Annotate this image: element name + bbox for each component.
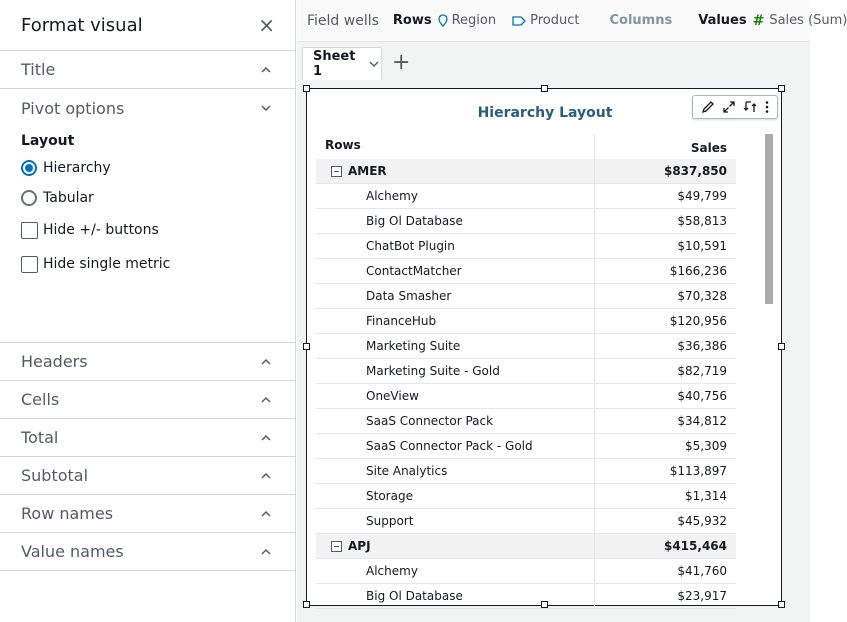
canvas-area bbox=[297, 0, 847, 622]
section-title-label: Title bbox=[21, 60, 56, 79]
chevron-up-icon bbox=[258, 468, 274, 484]
row-name: Storage bbox=[366, 489, 413, 503]
collapse-icon[interactable] bbox=[331, 541, 342, 552]
row-value: $120,956 bbox=[594, 309, 735, 333]
checkbox-hide-metric-label: Hide single metric bbox=[43, 256, 171, 272]
pencil-icon[interactable] bbox=[701, 100, 715, 114]
table-row bbox=[316, 359, 736, 384]
field-chip-sales[interactable] bbox=[753, 13, 847, 29]
section-subtotal-label: Subtotal bbox=[21, 466, 89, 485]
row-name: ContactMatcher bbox=[366, 264, 462, 278]
radio-hierarchy-label: Hierarchy bbox=[43, 160, 111, 176]
section-row-names-label: Row names bbox=[21, 504, 114, 523]
section-total[interactable] bbox=[0, 419, 295, 457]
radio-tabular-label: Tabular bbox=[43, 190, 94, 206]
field-wells-bar[interactable] bbox=[297, 0, 847, 42]
row-name: SaaS Connector Pack - Gold bbox=[366, 439, 533, 453]
row-value: $10,591 bbox=[594, 234, 735, 258]
row-value: $166,236 bbox=[594, 259, 735, 283]
field-chip-product-label: Product bbox=[530, 13, 580, 28]
sheet-tabs bbox=[297, 42, 810, 80]
chevron-up-icon bbox=[258, 506, 274, 522]
chevron-up-icon bbox=[258, 354, 274, 370]
table-row bbox=[316, 384, 736, 409]
format-visual-panel bbox=[0, 0, 296, 622]
table-row bbox=[316, 334, 736, 359]
field-chip-region-label: Region bbox=[451, 13, 497, 28]
visual-title: Hierarchy Layout bbox=[477, 105, 613, 121]
panel-header bbox=[0, 0, 295, 51]
visual-toolbar bbox=[692, 95, 778, 119]
checkbox-hide-buttons-control[interactable] bbox=[21, 222, 38, 239]
section-headers-label: Headers bbox=[21, 352, 88, 371]
row-value: $40,756 bbox=[594, 384, 735, 408]
resize-handle[interactable] bbox=[303, 601, 310, 608]
section-subtotal[interactable] bbox=[0, 457, 295, 495]
field-chip-product[interactable] bbox=[512, 13, 579, 28]
collapse-icon[interactable] bbox=[331, 166, 342, 177]
resize-handle[interactable] bbox=[541, 85, 548, 92]
add-sheet-icon[interactable]: + bbox=[392, 50, 411, 75]
chevron-up-icon bbox=[258, 392, 274, 408]
header-sales[interactable]: Sales bbox=[594, 134, 735, 159]
table-row bbox=[316, 409, 736, 434]
row-value: $5,309 bbox=[594, 434, 735, 458]
tag-icon bbox=[512, 16, 526, 26]
table-row bbox=[316, 309, 736, 334]
row-value: $58,813 bbox=[594, 209, 735, 233]
row-value: $113,897 bbox=[594, 459, 735, 483]
table-row bbox=[316, 559, 736, 584]
table-header bbox=[316, 134, 736, 159]
table-row bbox=[316, 459, 736, 484]
panel-title: Format visual bbox=[21, 14, 143, 36]
tab-sheet-1-label: Sheet 1 bbox=[313, 49, 356, 79]
field-well-columns-key[interactable]: Columns bbox=[609, 13, 673, 28]
field-chip-region[interactable] bbox=[438, 13, 497, 28]
row-name: Data Smasher bbox=[366, 289, 452, 303]
chevron-up-icon bbox=[258, 430, 274, 446]
radio-hierarchy-control[interactable] bbox=[21, 160, 37, 176]
row-name: OneView bbox=[366, 389, 419, 403]
chevron-up-icon bbox=[258, 544, 274, 560]
group-name: AMER bbox=[348, 164, 387, 178]
field-well-values-key: Values bbox=[698, 13, 747, 28]
field-chip-sales-label: Sales (Sum) bbox=[769, 13, 847, 28]
pivot-options-body bbox=[0, 129, 295, 343]
more-options-icon[interactable] bbox=[764, 100, 770, 114]
group-name: APJ bbox=[348, 539, 371, 553]
chevron-up-icon bbox=[258, 62, 274, 78]
row-name: Marketing Suite bbox=[366, 339, 461, 353]
row-value: $41,760 bbox=[594, 559, 735, 583]
row-name: Marketing Suite - Gold bbox=[366, 364, 500, 378]
checkbox-hide-metric[interactable] bbox=[21, 247, 274, 281]
row-name: Alchemy bbox=[366, 189, 418, 203]
table-row bbox=[316, 434, 736, 459]
header-rows[interactable]: Rows bbox=[325, 138, 361, 152]
expand-icon[interactable] bbox=[722, 100, 736, 114]
row-name: Big Ol Database bbox=[366, 214, 463, 228]
row-value: $1,314 bbox=[594, 484, 735, 508]
resize-handle[interactable] bbox=[303, 343, 310, 350]
measure-icon: # bbox=[752, 12, 765, 29]
row-name: Support bbox=[366, 514, 414, 528]
field-well-rows-key: Rows bbox=[392, 13, 432, 28]
dimension-icon bbox=[438, 14, 448, 27]
row-value: $82,719 bbox=[594, 359, 735, 383]
row-name: SaaS Connector Pack bbox=[366, 414, 494, 428]
section-total-label: Total bbox=[21, 428, 59, 447]
row-value: $45,932 bbox=[594, 509, 735, 533]
table-row bbox=[316, 209, 736, 234]
section-row-names[interactable] bbox=[0, 495, 295, 533]
table-row bbox=[316, 509, 736, 534]
section-pivot-label: Pivot options bbox=[21, 98, 125, 118]
chevron-down-icon[interactable] bbox=[367, 57, 381, 71]
field-wells-label: Field wells bbox=[307, 12, 379, 29]
table-row bbox=[316, 284, 736, 309]
row-value: $36,386 bbox=[594, 334, 735, 358]
radio-tabular[interactable] bbox=[21, 183, 274, 213]
checkbox-hide-buttons-label: Hide +/- buttons bbox=[43, 222, 159, 238]
row-name: Site Analytics bbox=[366, 464, 448, 478]
radio-hierarchy[interactable] bbox=[21, 153, 274, 183]
scrollbar[interactable] bbox=[765, 134, 773, 304]
group-total: $415,464 bbox=[594, 534, 735, 558]
table-row bbox=[316, 584, 736, 609]
close-icon[interactable]: × bbox=[258, 13, 275, 37]
pivot-table bbox=[316, 134, 736, 603]
section-title[interactable] bbox=[0, 51, 295, 89]
section-cells[interactable] bbox=[0, 381, 295, 419]
table-row bbox=[316, 259, 736, 284]
section-value-names[interactable] bbox=[0, 533, 295, 571]
table-row bbox=[316, 184, 736, 209]
resize-handle[interactable] bbox=[303, 85, 310, 92]
checkbox-hide-metric-control[interactable] bbox=[21, 256, 38, 273]
table-row bbox=[316, 484, 736, 509]
row-value: $34,812 bbox=[594, 409, 735, 433]
row-value: $49,799 bbox=[594, 184, 735, 208]
row-name: ChatBot Plugin bbox=[366, 239, 455, 253]
row-name: FinanceHub bbox=[366, 314, 437, 328]
resize-handle[interactable] bbox=[778, 343, 785, 350]
radio-tabular-control[interactable] bbox=[21, 190, 37, 206]
pivot-table-visual[interactable] bbox=[306, 88, 782, 606]
group-total: $837,850 bbox=[594, 159, 735, 183]
layout-label: Layout bbox=[21, 133, 75, 149]
row-value: $23,917 bbox=[594, 584, 735, 608]
table-row bbox=[316, 234, 736, 259]
group-row bbox=[316, 534, 736, 559]
tab-sheet-1[interactable] bbox=[302, 47, 382, 80]
resize-handle[interactable] bbox=[778, 601, 785, 608]
row-name: Big Ol Database bbox=[366, 589, 463, 603]
group-row bbox=[316, 159, 736, 184]
swap-icon[interactable] bbox=[743, 100, 757, 114]
row-value: $70,328 bbox=[594, 284, 735, 308]
section-cells-label: Cells bbox=[21, 390, 60, 409]
section-pivot-options[interactable] bbox=[0, 89, 295, 127]
section-value-names-label: Value names bbox=[21, 542, 124, 561]
checkbox-hide-buttons[interactable] bbox=[21, 213, 274, 247]
row-name: Alchemy bbox=[366, 564, 418, 578]
section-headers[interactable] bbox=[0, 343, 295, 381]
chevron-down-icon bbox=[258, 100, 274, 116]
resize-handle[interactable] bbox=[778, 85, 785, 92]
